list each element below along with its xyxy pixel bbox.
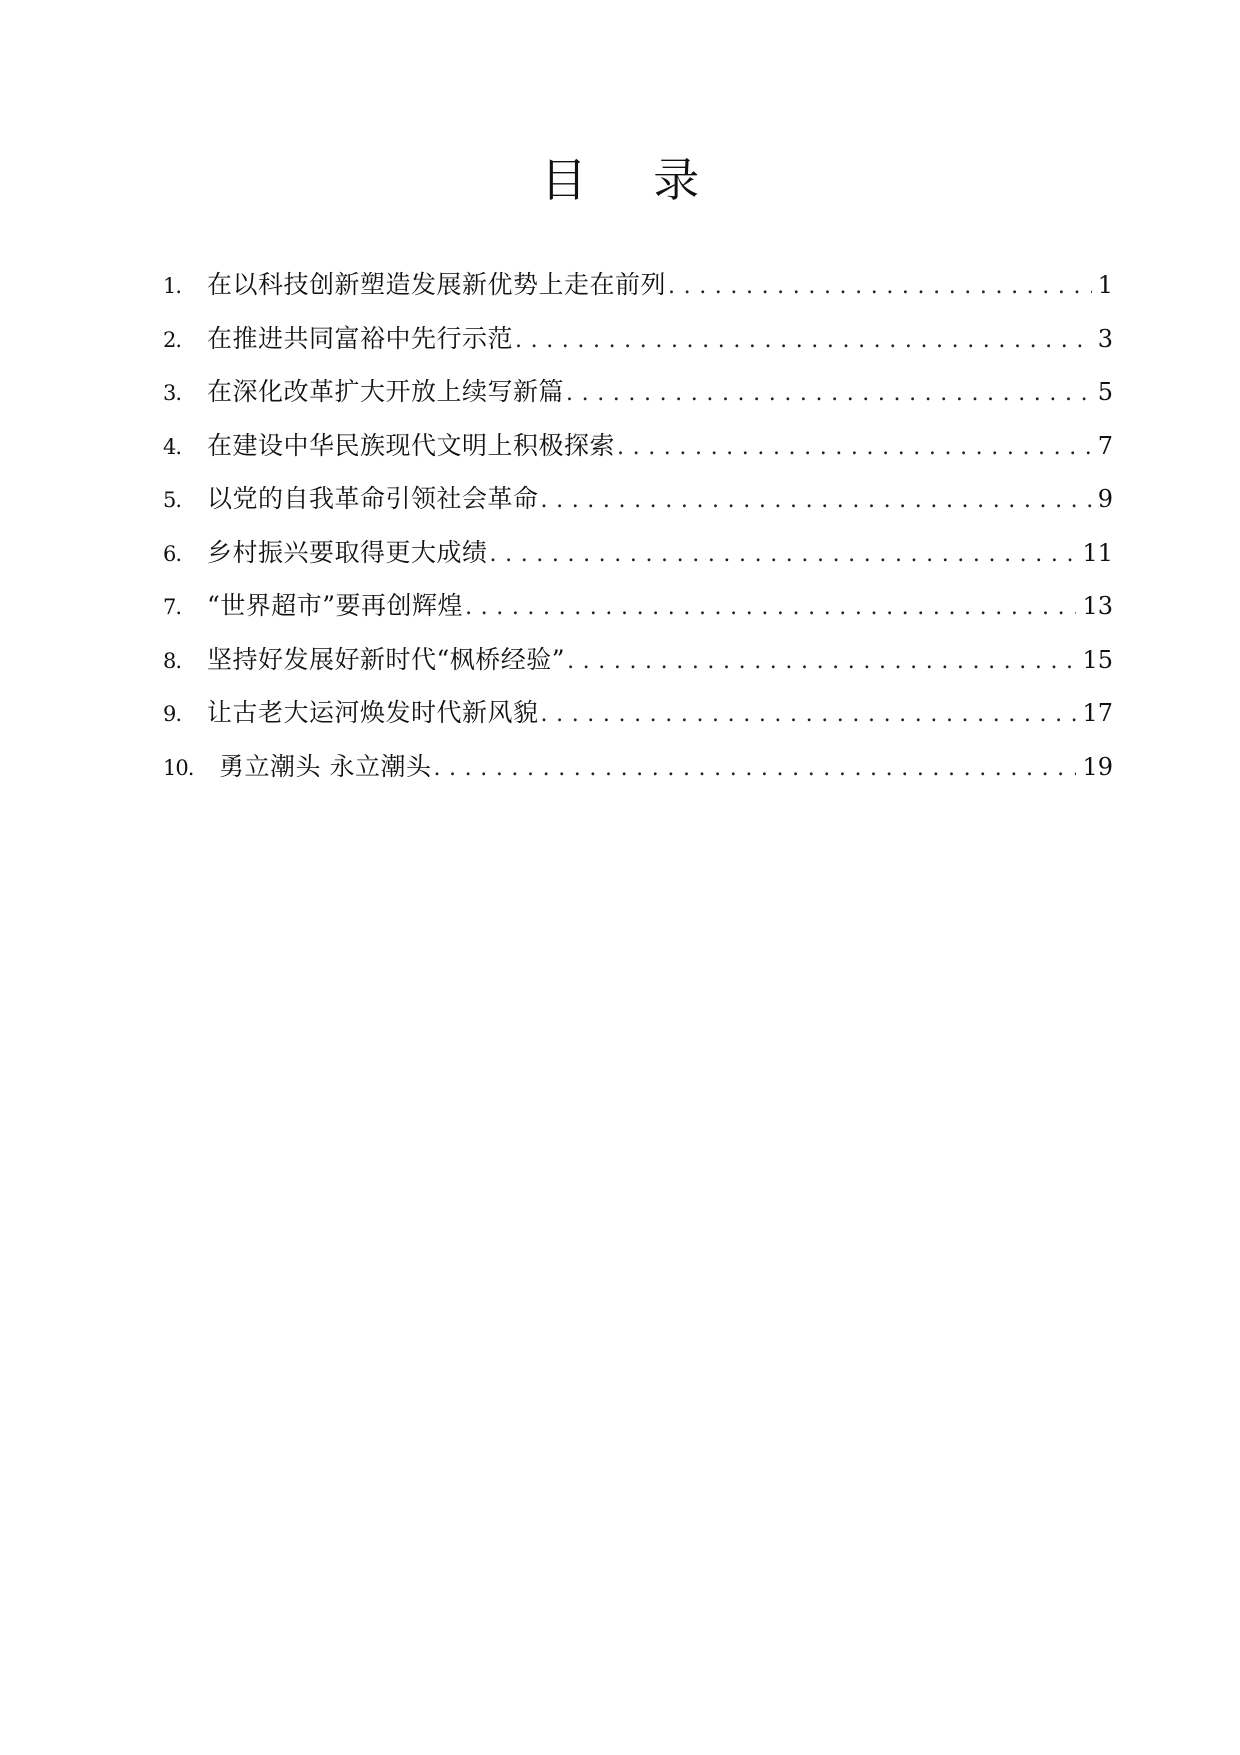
toc-entry[interactable] xyxy=(163,579,1113,633)
toc-entry-number: 7. xyxy=(163,595,182,619)
toc-dot-leader xyxy=(515,314,1092,366)
toc-entry[interactable] xyxy=(163,526,1113,580)
toc-entry[interactable] xyxy=(163,686,1113,740)
toc-entry-page: 7 xyxy=(1097,431,1113,460)
toc-entry-title: 坚持好发展好新时代“枫桥经验” xyxy=(207,644,566,674)
toc-entry-number: 6. xyxy=(163,541,182,566)
toc-entry[interactable] xyxy=(163,633,1113,687)
toc-entry-page: 5 xyxy=(1097,378,1113,406)
toc-entry-page: 19 xyxy=(1082,752,1113,781)
toc-entry-title: 在以科技创新塑造发展新优势上走在前列 xyxy=(207,270,667,299)
toc-dot-leader xyxy=(541,688,1077,740)
toc-entry-number: 10. xyxy=(163,755,194,780)
toc-entry-title: 乡村振兴要取得更大成绩 xyxy=(207,537,488,567)
toc-entry-number: 5. xyxy=(163,488,182,512)
toc-entry-page: 1 xyxy=(1097,271,1113,299)
toc-entry-title: 在深化改革扩大开放上续写新篇 xyxy=(207,377,565,406)
toc-entry-title: 在推进共同富裕中先行示范 xyxy=(207,323,514,353)
toc-entry-page: 17 xyxy=(1082,699,1113,727)
toc-dot-leader xyxy=(541,474,1092,526)
toc-entry-title: 以党的自我革命引领社会革命 xyxy=(207,484,539,513)
toc-entry-page: 13 xyxy=(1082,592,1113,620)
toc-dot-leader xyxy=(668,260,1092,312)
toc-dot-leader xyxy=(567,635,1076,687)
toc-dot-leader xyxy=(566,367,1092,419)
toc-dot-leader xyxy=(617,421,1092,473)
toc-title: 目 录 xyxy=(540,153,726,207)
toc-entry[interactable] xyxy=(163,312,1113,366)
toc-dot-leader xyxy=(433,742,1076,794)
toc-entry[interactable] xyxy=(163,740,1113,794)
toc-entry-page: 9 xyxy=(1097,485,1113,513)
toc-entry-title: 在建设中华民族现代文明上积极探索 xyxy=(207,430,616,460)
toc-entry-number: 2. xyxy=(163,327,182,352)
toc-entry-number: 1. xyxy=(163,274,182,298)
toc-entry[interactable] xyxy=(163,258,1113,312)
toc-entry-title: 勇立潮头 永立潮头 xyxy=(219,751,432,781)
toc-entry-page: 15 xyxy=(1082,645,1113,674)
toc-list xyxy=(163,258,1113,793)
toc-entry[interactable] xyxy=(163,365,1113,419)
toc-entry-page: 11 xyxy=(1082,538,1113,567)
toc-entry[interactable] xyxy=(163,419,1113,473)
toc-entry-number: 9. xyxy=(163,702,182,726)
toc-entry-number: 4. xyxy=(163,434,182,459)
toc-dot-leader xyxy=(465,581,1076,633)
toc-dot-leader xyxy=(490,528,1077,580)
toc-entry-title: 让古老大运河焕发时代新风貌 xyxy=(207,698,539,727)
toc-entry-number: 3. xyxy=(163,381,182,405)
toc-entry-number: 8. xyxy=(163,648,182,673)
toc-entry[interactable] xyxy=(163,472,1113,526)
toc-entry-page: 3 xyxy=(1097,324,1113,353)
toc-entry-title: “世界超市”要再创辉煌 xyxy=(207,591,464,620)
